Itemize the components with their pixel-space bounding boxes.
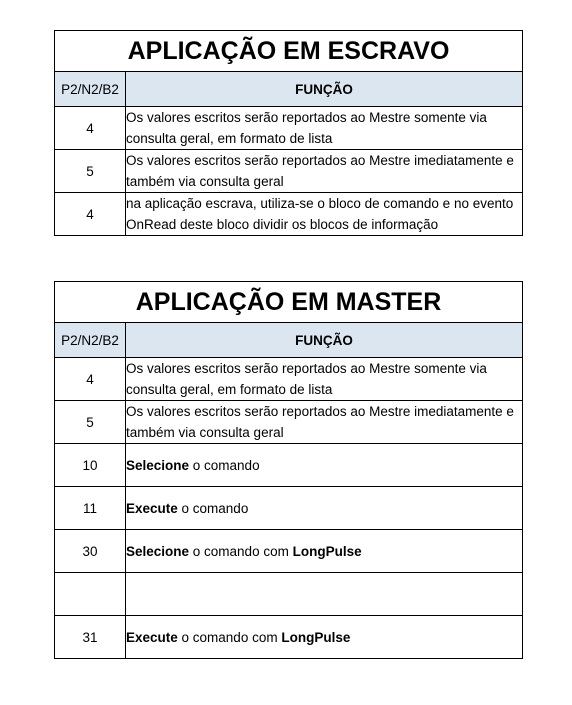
table-row bbox=[55, 150, 523, 193]
row-code: 10 bbox=[55, 444, 126, 487]
row-function: na aplicação escrava, utiliza-se o bloco de comando e no evento OnRead deste bloco dividir os blocos de informação bbox=[126, 193, 523, 236]
escravo-table bbox=[54, 30, 523, 236]
row-code bbox=[55, 573, 126, 616]
master-title: APLICAÇÃO EM MASTER bbox=[55, 282, 523, 323]
row-function: Os valores escritos serão reportados ao Mestre somente via consulta geral, em formato de lista bbox=[126, 358, 523, 401]
row-function bbox=[126, 573, 523, 616]
function-keyword: Selecione bbox=[126, 543, 190, 559]
row-function: Os valores escritos serão reportados ao Mestre somente via consulta geral, em formato de lista bbox=[126, 107, 523, 150]
row-function bbox=[126, 530, 523, 573]
row-function bbox=[126, 616, 523, 659]
table-row bbox=[55, 107, 523, 150]
row-function: Os valores escritos serão reportados ao Mestre imediatamente e também via consulta geral bbox=[126, 401, 523, 444]
table-row bbox=[55, 616, 523, 659]
table-row bbox=[55, 193, 523, 236]
function-text: o comando com bbox=[177, 629, 282, 645]
row-function bbox=[126, 444, 523, 487]
row-code: 30 bbox=[55, 530, 126, 573]
table-row bbox=[55, 444, 523, 487]
function-keyword-2: LongPulse bbox=[281, 629, 351, 645]
row-function bbox=[126, 487, 523, 530]
function-text: o comando bbox=[189, 457, 260, 473]
escravo-col-code-header: P2/N2/B2 bbox=[55, 72, 126, 107]
master-table bbox=[54, 281, 523, 659]
function-keyword-2: LongPulse bbox=[292, 543, 362, 559]
row-code: 5 bbox=[55, 401, 126, 444]
row-code: 11 bbox=[55, 487, 126, 530]
table-row bbox=[55, 487, 523, 530]
master-col-func-header: FUNÇÃO bbox=[126, 323, 523, 358]
table-row bbox=[55, 573, 523, 616]
escravo-col-func-header: FUNÇÃO bbox=[126, 72, 523, 107]
table-row bbox=[55, 401, 523, 444]
table-row bbox=[55, 358, 523, 401]
row-code: 4 bbox=[55, 358, 126, 401]
row-code: 4 bbox=[55, 193, 126, 236]
master-col-code-header: P2/N2/B2 bbox=[55, 323, 126, 358]
table-row bbox=[55, 530, 523, 573]
row-code: 4 bbox=[55, 107, 126, 150]
row-function: Os valores escritos serão reportados ao Mestre imediatamente e também via consulta geral bbox=[126, 150, 523, 193]
escravo-title: APLICAÇÃO EM ESCRAVO bbox=[55, 31, 523, 72]
function-text: o comando bbox=[177, 500, 249, 516]
function-keyword: Execute bbox=[126, 500, 178, 516]
function-text: o comando com bbox=[189, 543, 293, 559]
function-keyword: Selecione bbox=[126, 457, 190, 473]
row-code: 31 bbox=[55, 616, 126, 659]
function-keyword: Execute bbox=[126, 629, 178, 645]
row-code: 5 bbox=[55, 150, 126, 193]
